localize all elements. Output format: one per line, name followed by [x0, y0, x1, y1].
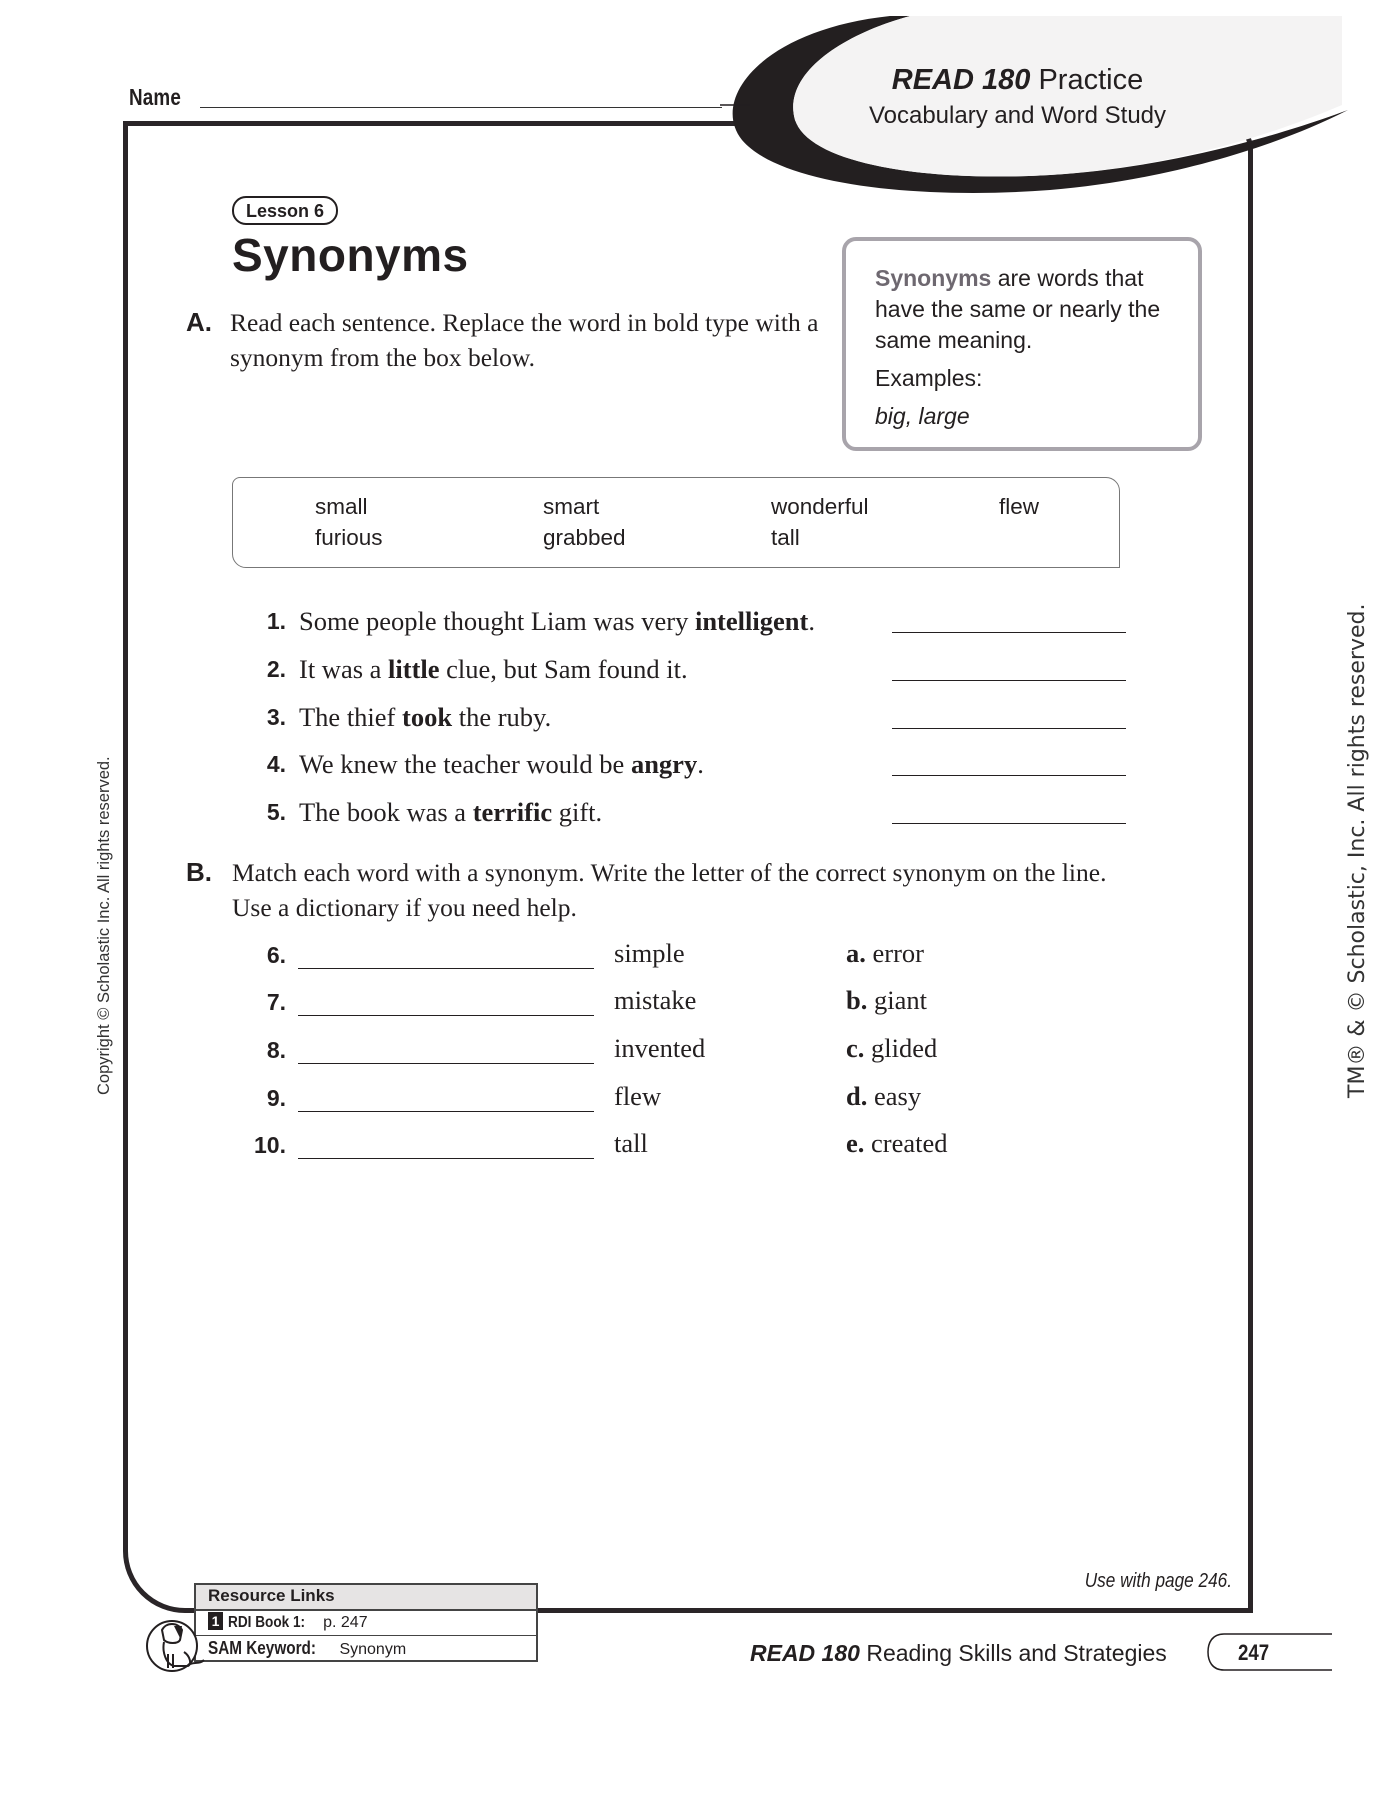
match-option: b. giant [846, 985, 927, 1015]
item-sentence: The book was a terrific gift. [299, 797, 603, 827]
item-number: 4. [266, 751, 286, 777]
match-word: invented [614, 1033, 706, 1063]
answer-blank[interactable] [298, 1063, 594, 1064]
answer-blank[interactable] [892, 775, 1126, 776]
dog-mascot-icon [144, 1616, 206, 1674]
item-sentence: Some people thought Liam was very intelligent. [299, 606, 815, 636]
item-sentence: It was a little clue, but Sam found it. [299, 654, 688, 684]
part-b-item [236, 1081, 976, 1121]
page-title: Synonyms [232, 229, 469, 281]
item-sentence: The thief took the ruby. [299, 702, 552, 732]
answer-blank[interactable] [892, 728, 1126, 729]
item-number: 5. [266, 799, 286, 825]
item-sentence: We knew the teacher would be angry. [299, 749, 704, 779]
word-bank-item: wonderful [771, 494, 869, 519]
rdi-book-link[interactable]: 1 RDI Book 1: p. 247 [196, 1611, 536, 1636]
word-bank-item: furious [315, 525, 383, 550]
item-number: 9. [266, 1085, 286, 1111]
word-bank [232, 477, 1120, 568]
item-number: 1. [266, 608, 286, 634]
part-a-item [256, 606, 1126, 642]
brand-title: READ 180 Practice [891, 64, 1144, 96]
part-a-instructions [186, 305, 836, 375]
match-word: flew [614, 1081, 662, 1111]
part-a-item [256, 702, 1126, 738]
resource-links-title: Resource Links [196, 1585, 536, 1611]
match-word: tall [614, 1128, 648, 1158]
word-bank-item: smart [543, 494, 600, 519]
copyright-right: TM® & © Scholastic, Inc. All rights reserved. [1345, 603, 1370, 1098]
item-number: 3. [266, 704, 286, 730]
word-bank-item: small [315, 494, 368, 519]
part-b-instructions [186, 855, 1126, 925]
part-b-item [236, 1033, 976, 1073]
part-a-instructions-text: Read each sentence. Replace the word in bold type with a synonym from the box below. [230, 308, 819, 372]
answer-blank[interactable] [892, 680, 1126, 681]
word-bank-item: tall [771, 525, 800, 550]
book-number-badge: 1 [208, 1612, 223, 1630]
copyright-left: Copyright © Scholastic Inc. All rights reserved. [95, 756, 113, 1095]
answer-blank[interactable] [892, 823, 1126, 824]
part-b-item [236, 985, 976, 1025]
word-bank-item: flew [999, 494, 1040, 519]
sam-keyword-link[interactable]: SAM Keyword: Synonym [208, 1638, 407, 1658]
part-a-item [256, 749, 1126, 785]
answer-blank[interactable] [298, 1111, 594, 1112]
book-title: READ 180 Reading Skills and Strategies [750, 1640, 1167, 1666]
part-b-item [236, 938, 976, 978]
answer-blank[interactable] [892, 632, 1126, 633]
name-input-line[interactable] [200, 107, 722, 108]
name-label: Name [129, 84, 182, 110]
item-number: 8. [266, 1037, 286, 1063]
answer-blank[interactable] [298, 1158, 594, 1159]
item-number: 2. [266, 656, 286, 682]
page-number: 247 [1238, 1640, 1270, 1665]
part-b-letter: B. [186, 857, 212, 887]
match-option: e. created [846, 1128, 948, 1158]
part-b-item [236, 1128, 976, 1168]
item-number: 10. [254, 1132, 286, 1158]
lesson-badge: Lesson 6 [232, 196, 338, 225]
word-bank-item: grabbed [543, 525, 626, 550]
definition-box [842, 237, 1202, 451]
part-a-item [256, 654, 1126, 690]
part-a-letter: A. [186, 307, 212, 337]
brand-subtitle: Vocabulary and Word Study [868, 102, 1167, 129]
part-a-item [256, 797, 1126, 833]
match-option: a. error [846, 938, 924, 968]
definition-text: are words that have the same or nearly the same meaning. [875, 265, 1161, 353]
answer-blank[interactable] [298, 968, 594, 969]
item-number: 6. [266, 942, 286, 968]
match-word: mistake [614, 985, 697, 1015]
use-with-note: Use with page 246. [1084, 1570, 1232, 1592]
answer-blank[interactable] [298, 1015, 594, 1016]
match-option: c. glided [846, 1033, 938, 1063]
match-option: d. easy [846, 1081, 922, 1111]
item-number: 7. [266, 989, 286, 1015]
examples-label: Examples: [875, 365, 983, 391]
definition-term: Synonyms [875, 265, 992, 291]
resource-links-box [194, 1583, 538, 1662]
examples-text: big, large [875, 403, 970, 429]
match-word: simple [614, 938, 685, 968]
part-b-instructions-text: Match each word with a synonym. Write the letter of the correct synonym on the line. Use a dictionary if you need help. [232, 858, 1107, 922]
